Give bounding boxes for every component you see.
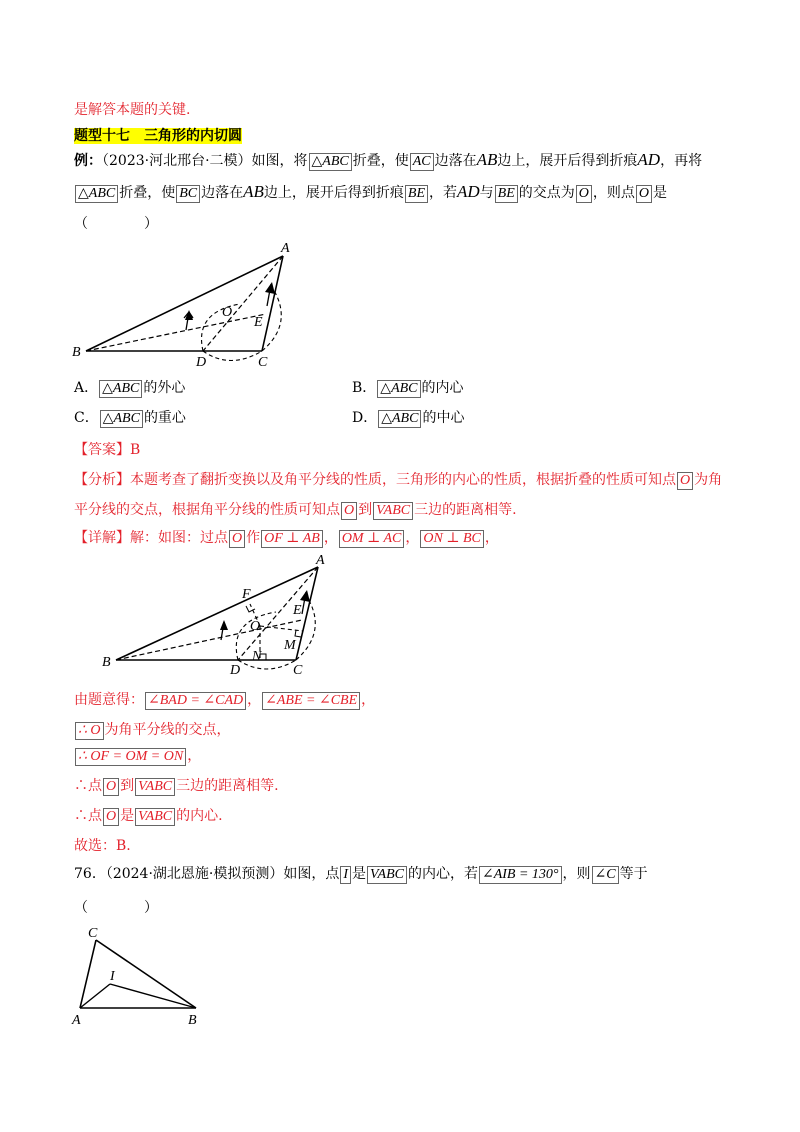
math-text: AB xyxy=(243,182,264,201)
formula-box: O xyxy=(341,502,357,520)
formula-box: △ABC xyxy=(75,185,118,203)
example-line-1 xyxy=(74,150,702,171)
formula-box: ∠C xyxy=(592,866,619,884)
math-text: AD xyxy=(637,150,661,169)
option-letter: C． xyxy=(74,410,99,426)
detail-label: 【详解】 xyxy=(74,530,130,546)
label-c: C xyxy=(258,355,268,370)
math-text: AD xyxy=(457,182,480,201)
label-c: C xyxy=(293,663,303,678)
formula-box: VABC xyxy=(135,778,175,796)
text: 【分析】本题考查了翻折变换以及角平分线的性质，三角形的内心的性质，根据折叠的性质可知点 xyxy=(74,472,676,488)
option-text: 的内心 xyxy=(421,380,464,396)
text: ，则点 xyxy=(592,185,635,201)
formula-box: O xyxy=(576,185,592,203)
formula-box: ON ⊥ BC xyxy=(420,530,484,548)
text: ，则 xyxy=(562,866,591,882)
fold-be xyxy=(86,314,266,351)
detail-line xyxy=(74,528,499,548)
formula-box: VABC xyxy=(373,502,413,520)
option-text: 的外心 xyxy=(143,380,186,396)
formula-box: O xyxy=(103,808,119,826)
option-letter: D． xyxy=(352,410,378,426)
intro-tail-text: 是解答本题的关键. xyxy=(74,102,191,118)
formula-box: △ABC xyxy=(377,380,420,398)
text: 作 xyxy=(246,530,261,546)
fold-arrowhead-2 xyxy=(265,282,275,294)
formula-box: O xyxy=(636,185,652,203)
text: 到 xyxy=(120,778,135,794)
figure-3 xyxy=(66,924,216,1030)
text: 是 xyxy=(120,808,135,824)
fold-ad xyxy=(238,567,318,660)
analysis-line-2 xyxy=(74,500,517,520)
formula-box: △ABC xyxy=(378,410,421,428)
text: 边上，展开后得到折痕 xyxy=(497,153,638,169)
text: 折叠，使 xyxy=(352,153,409,169)
text: 为角 xyxy=(694,472,723,488)
right-angle-m xyxy=(295,630,301,637)
step-2 xyxy=(74,720,231,740)
formula-box: BE xyxy=(405,185,428,203)
text: 边落在 xyxy=(201,185,244,201)
answer-line: 【答案】B xyxy=(74,442,141,458)
step-1 xyxy=(74,690,375,710)
formula-box: ∠BAD = ∠CAD xyxy=(145,692,246,710)
label-d: D xyxy=(230,663,241,678)
text: 解：如图：过点 xyxy=(130,530,228,546)
segment-ac xyxy=(262,256,283,351)
formula-box: OM ⊥ AC xyxy=(339,530,405,548)
text: 三边的距离相等. xyxy=(414,502,517,518)
formula-box: OF ⊥ AB xyxy=(261,530,323,548)
text: ， xyxy=(484,530,499,546)
text: 是 xyxy=(352,866,367,882)
label-a: A xyxy=(316,554,325,568)
label-n: N xyxy=(252,649,262,664)
label-d: D xyxy=(196,355,207,370)
math-text: AB xyxy=(476,150,498,169)
figure-2 xyxy=(100,554,340,678)
label-i: I xyxy=(110,969,115,984)
step-3 xyxy=(74,746,201,766)
label-e: E xyxy=(254,315,263,330)
formula-box: O xyxy=(677,472,693,490)
text: 边落在 xyxy=(434,153,477,169)
formula-box: VABC xyxy=(367,866,407,884)
formula-box: I xyxy=(340,866,351,884)
example-line-2 xyxy=(74,182,667,203)
text: ， xyxy=(187,748,202,764)
text: 折叠，使 xyxy=(119,185,176,201)
text: 的交点为 xyxy=(518,185,575,201)
answer-paren: （ ） xyxy=(74,216,158,232)
text: 由题意得： xyxy=(74,692,144,708)
fold-arc-1 xyxy=(202,304,240,351)
question-76-paren: （ ） xyxy=(74,900,158,916)
text: 三边的距离相等. xyxy=(176,778,279,794)
fold-be xyxy=(116,620,302,660)
option-text: 的中心 xyxy=(422,410,465,426)
label-a: A xyxy=(281,241,290,256)
section-heading-text: 题型十七 三角形的内切圆 xyxy=(74,128,242,144)
option-letter: B． xyxy=(352,380,377,396)
fold-arrowhead-1 xyxy=(220,620,228,630)
text: 为角平分线的交点， xyxy=(104,722,231,738)
formula-box: △ABC xyxy=(100,410,143,428)
fold-arc-2 xyxy=(203,351,262,361)
formula-box: VABC xyxy=(135,808,175,826)
text: 的内心. xyxy=(176,808,223,824)
fold-arc-2 xyxy=(238,660,296,669)
text: ，若 xyxy=(429,185,457,201)
formula-box: ∴ OF = OM = ON xyxy=(75,748,186,766)
formula-box: BC xyxy=(176,185,200,203)
text: 到 xyxy=(358,502,373,518)
step-4 xyxy=(74,776,279,796)
segment-bi xyxy=(110,984,196,1008)
figure-1 xyxy=(70,240,310,370)
formula-box: BE xyxy=(495,185,518,203)
text: 边上，展开后得到折痕 xyxy=(263,185,404,201)
formula-box: ∴ O xyxy=(75,722,104,740)
segment-ab xyxy=(86,256,283,351)
text: ，再将 xyxy=(660,153,703,169)
option-a[interactable] xyxy=(74,378,185,398)
text: ， xyxy=(361,692,376,708)
label-c: C xyxy=(88,926,98,941)
perp-om xyxy=(260,626,303,631)
label-a: A xyxy=(72,1013,81,1028)
option-letter: A． xyxy=(74,380,99,396)
option-c[interactable] xyxy=(74,408,186,428)
text: ∴点 xyxy=(74,808,102,824)
fold-arrowhead-2 xyxy=(300,590,310,602)
text: ∴点 xyxy=(74,778,102,794)
label-b: B xyxy=(188,1013,197,1028)
formula-box: ∠ABE = ∠CBE xyxy=(262,692,360,710)
text: ， xyxy=(405,530,420,546)
text: 平分线的交点，根据角平分线的性质可知点 xyxy=(74,502,340,518)
label-b: B xyxy=(72,345,81,360)
label-o: O xyxy=(250,619,261,634)
text: 是 xyxy=(653,185,668,201)
formula-box: △ABC xyxy=(309,153,352,171)
option-d[interactable] xyxy=(352,408,464,428)
option-b[interactable] xyxy=(352,378,464,398)
option-text: 的重心 xyxy=(143,410,186,426)
example-label: 例： xyxy=(74,153,102,169)
text: ， xyxy=(247,692,262,708)
text: 与 xyxy=(479,185,494,201)
text: 等于 xyxy=(619,866,648,882)
label-o: O xyxy=(222,305,233,320)
formula-box: AC xyxy=(410,153,434,171)
example-source: （2023·河北邢台·二模）如图，将 xyxy=(102,153,308,169)
analysis-line-1 xyxy=(74,470,722,490)
label-e: E xyxy=(293,603,302,618)
label-b: B xyxy=(102,655,111,670)
formula-box: O xyxy=(229,530,245,548)
step-6: 故选：B. xyxy=(74,838,131,854)
section-heading xyxy=(74,126,242,146)
label-m: M xyxy=(284,638,296,653)
step-5 xyxy=(74,806,223,826)
formula-box: ∠AIB = 130° xyxy=(479,866,562,884)
formula-box: △ABC xyxy=(99,380,142,398)
question-76 xyxy=(74,864,648,884)
text: 的内心，若 xyxy=(407,866,478,882)
label-f: F xyxy=(242,587,251,602)
fold-ad xyxy=(203,256,283,351)
formula-box: O xyxy=(103,778,119,796)
question-number: 76．（2024·湖北恩施·模拟预测）如图，点 xyxy=(74,866,340,882)
text: ， xyxy=(323,530,338,546)
